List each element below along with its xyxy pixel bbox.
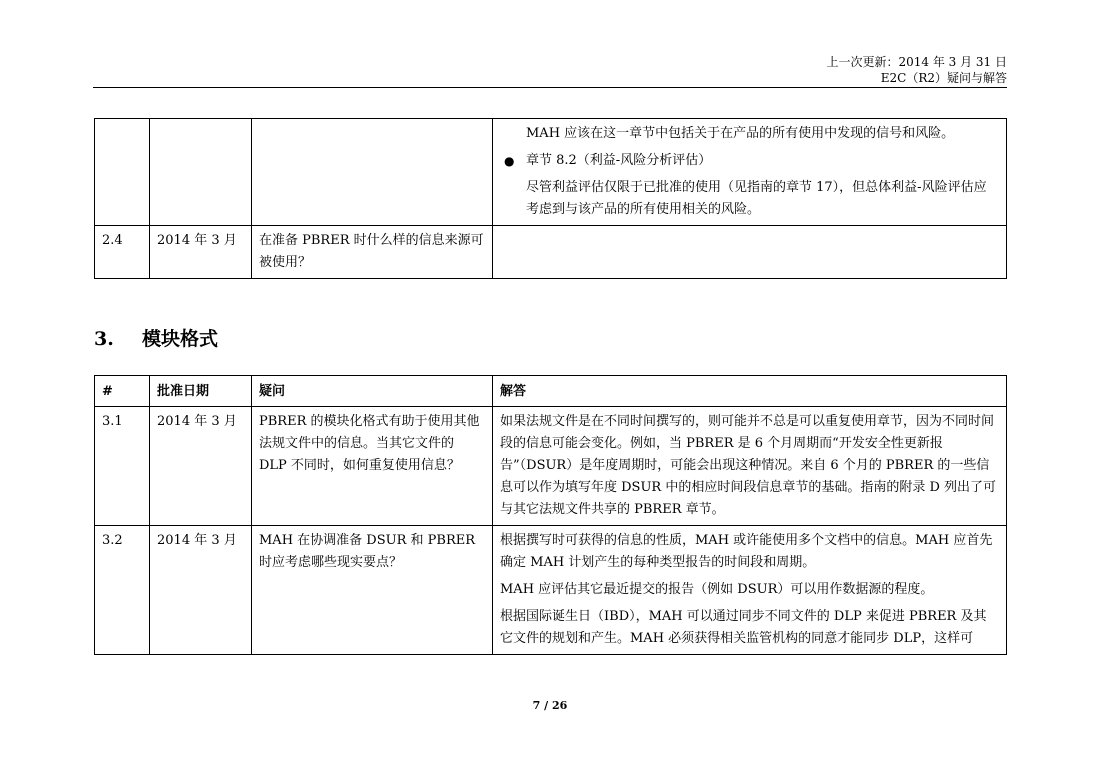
last-updated: 上一次更新：2014 年 3 月 31 日 [826, 55, 1007, 69]
table-row [95, 226, 1007, 279]
header-date: 批准日期 [150, 376, 252, 407]
row-date: 2014 年 3 月 [150, 407, 252, 526]
row-question-cell [252, 119, 493, 226]
row-answer [493, 407, 1007, 526]
row-answer [493, 226, 1007, 279]
row-num-cell [95, 119, 150, 226]
answer-paragraph: 根据国际诞生日（IBD），MAH 可以通过同步不同文件的 DLP 来促进 PBRER 及其它文件的规划和产生。MAH 必须获得相关监管机构的同意才能同步 DLP，这样可 [500, 609, 987, 646]
answer-paragraph: 如果法规文件是在不同时间撰写的，则可能并不总是可以重复使用章节，因为不同时间段的信息可能会变化。例如，当 PBRER 是 6 个月周期而“开发安全性更新报告”（DSUR）是年度周期时，可能会出现这种情况。来自 6 个月的 PBRER 的一些信息可以作为填写年度 DSUR 中的相应时间段信息章节的基础。指南的附录 D 列出了可与其它法规文件共享的 PBRER 章节。 [500, 414, 997, 517]
answer-paragraph: 根据撰写时可获得的信息的性质，MAH 或许能使用多个文档中的信息。MAH 应首先确定 MAH 计划产生的每种类型报告的时间段和周期。 [500, 533, 993, 570]
answer-paragraph: 尽管利益评估仅限于已批准的使用（见指南的章节 17），但总体利益-风险评估应考虑到与该产品的所有使用相关的风险。 [526, 180, 987, 217]
section-heading [94, 326, 218, 352]
qa-table-continued [94, 118, 1007, 279]
table-header-row [95, 376, 1007, 407]
document-title: E2C（R2）疑问与解答 [880, 71, 1007, 85]
header-rule [93, 87, 1007, 88]
table-row [95, 407, 1007, 526]
row-num: 2.4 [95, 226, 150, 279]
header-question: 疑问 [252, 376, 493, 407]
row-num: 3.2 [95, 526, 150, 655]
row-question: 在准备 PBRER 时什么样的信息来源可被使用？ [252, 226, 493, 279]
qa-table [94, 375, 1007, 655]
header-answer: 解答 [493, 376, 1007, 407]
row-num: 3.1 [95, 407, 150, 526]
row-date: 2014 年 3 月 [150, 226, 252, 279]
row-date: 2014 年 3 月 [150, 526, 252, 655]
answer-paragraph: MAH 应该在这一章节中包括关于在产品的所有使用中发现的信号和风险。 [526, 126, 955, 141]
row-question: PBRER 的模块化格式有助于使用其他法规文件中的信息。当其它文件的 DLP 不同时，如何重复使用信息？ [252, 407, 493, 526]
row-date-cell [150, 119, 252, 226]
page-header [826, 54, 1007, 86]
answer-paragraph: MAH 应评估其它最近提交的报告（例如 DSUR）可以用作数据源的程度。 [500, 582, 934, 597]
table-row [95, 119, 1007, 226]
page-number: 7 / 26 [532, 699, 568, 712]
header-num: # [95, 376, 150, 407]
bullet-text: 章节 8.2（利益-风险分析评估） [526, 153, 712, 168]
section-number: 3. [94, 328, 114, 350]
row-answer-cell [493, 119, 1007, 226]
row-question: MAH 在协调准备 DSUR 和 PBRER 时应考虑哪些现实要点？ [252, 526, 493, 655]
section-title: 模块格式 [142, 328, 219, 350]
bullet-icon: ● [504, 154, 515, 168]
row-answer [493, 526, 1007, 655]
table-row [95, 526, 1007, 655]
bullet-item [500, 150, 999, 172]
